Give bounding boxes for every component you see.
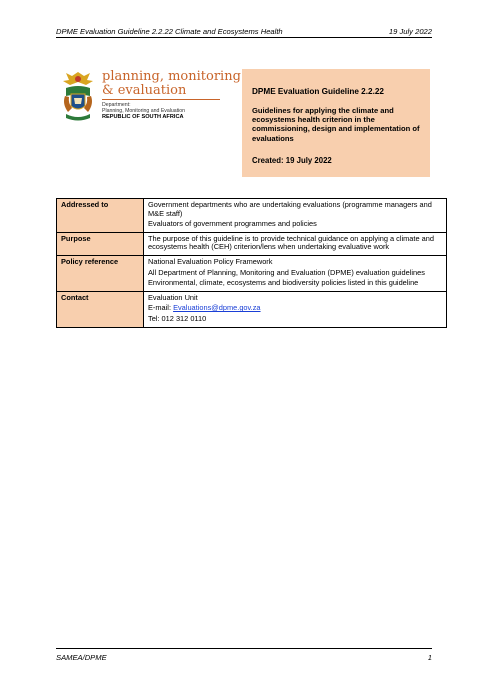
logo-title-line2: & evaluation (102, 83, 187, 98)
row-line: Environmental, climate, ecosystems and biodiversity policies listed in this guideline (148, 278, 419, 288)
row-line: The purpose of this guideline is to provide technical guidance on applying a climate and ecosystems health (CEH) criterion/lens when undertaking evaluative work (148, 233, 434, 252)
guideline-subtitle: Guidelines for applying the climate and ecosystems health criterion in the commissioning, design and implementation of evaluations (252, 106, 420, 143)
table-row (57, 232, 447, 255)
row-line: Evaluators of government programmes and policies (148, 219, 317, 229)
row-line: National Evaluation Policy Framework (148, 256, 273, 266)
page-number: 1 (427, 653, 432, 662)
email-link[interactable]: Evaluations@dpme.gov.za (173, 303, 261, 313)
logo-country: REPUBLIC OF SOUTH AFRICA (102, 114, 184, 121)
table-row (57, 255, 447, 291)
title-box (242, 69, 430, 177)
created-date: Created: 19 July 2022 (252, 156, 332, 165)
header-title: DPME Evaluation Guideline 2.2.22 Climate and Ecosystems Health (56, 27, 283, 36)
header-date: 19 July 2022 (388, 27, 432, 36)
row-value (144, 255, 447, 291)
row-line: Government departments who are undertaking evaluations (programme managers and M&E staff) (148, 200, 432, 218)
row-value (144, 232, 447, 255)
logo-wordmark (102, 70, 241, 98)
logo-divider (102, 99, 220, 100)
guideline-heading: DPME Evaluation Guideline 2.2.22 (252, 87, 384, 96)
row-line: All Department of Planning, Monitoring and Evaluation (DPME) evaluation guidelines (148, 267, 425, 277)
page-header (56, 22, 432, 38)
phone-line: Tel: 012 312 0110 (148, 313, 207, 323)
row-label: Purpose (57, 232, 144, 255)
table-row (57, 199, 447, 233)
logo-dept-line1: Department: (102, 102, 131, 108)
row-label: Contact (57, 291, 144, 327)
logo-department (102, 102, 185, 121)
logo-dept-line2: Planning, Monitoring and Evaluation (102, 108, 186, 115)
row-label: Policy reference (57, 255, 144, 291)
dpme-logo (60, 69, 241, 130)
page-footer (56, 648, 432, 663)
email-line (148, 304, 442, 313)
logo-title-line1: planning, monitoring (102, 69, 241, 84)
table-row (57, 291, 447, 327)
footer-org: SAMEA/DPME (56, 653, 107, 662)
row-value (144, 199, 447, 233)
row-label: Addressed to (57, 199, 144, 233)
row-value (144, 291, 447, 327)
row-line: Evaluation Unit (148, 292, 198, 302)
email-prefix: E-mail: (148, 303, 174, 313)
coat-of-arms-icon (60, 70, 96, 124)
guideline-info-table (56, 198, 447, 328)
